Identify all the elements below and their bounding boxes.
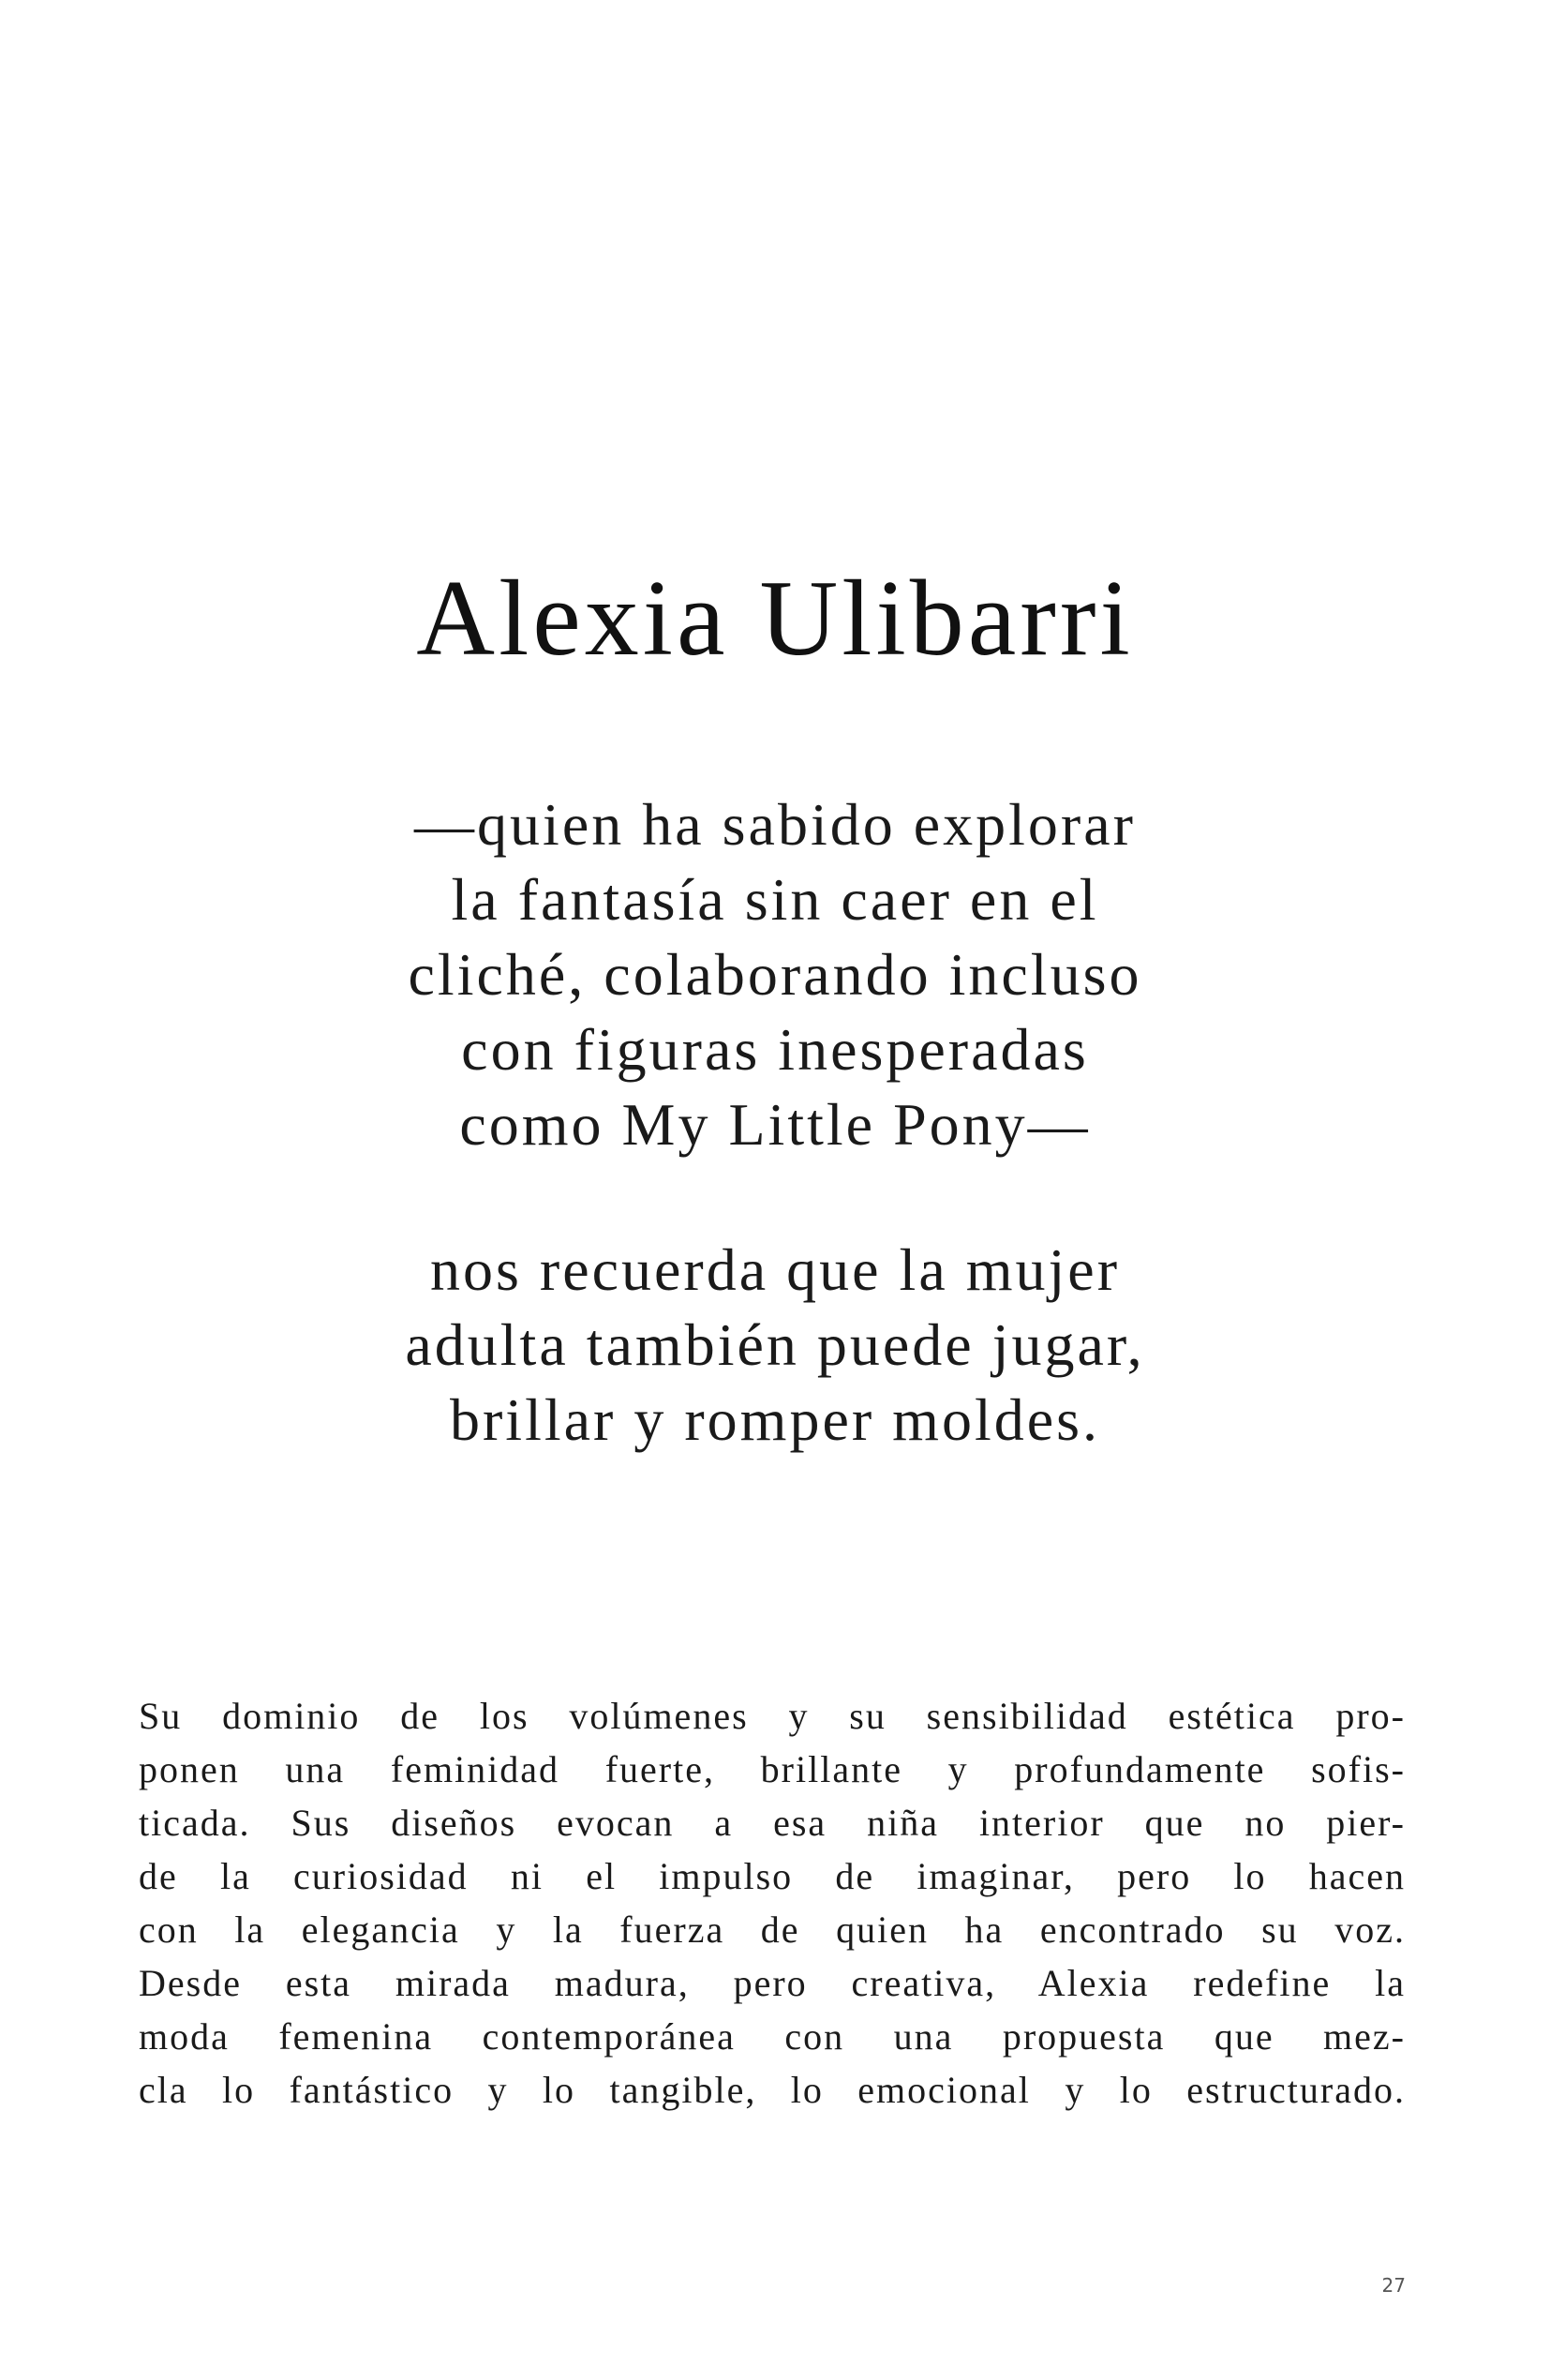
body-line: Desde esta mirada madura, pero creativa, Alexia redefine la — [139, 1962, 1406, 2004]
body-line: moda femenina contemporánea con una propuesta que mez- — [139, 2015, 1406, 2058]
body-line: de la curiosidad ni el impulso de imaginar, pero lo hacen — [139, 1855, 1406, 1897]
quote-line: nos recuerda que la mujer — [429, 1236, 1121, 1303]
body-line: ticada. Sus diseños evocan a esa niña interior que no pier- — [139, 1802, 1406, 1844]
quote-line: como My Little Pony— — [459, 1091, 1091, 1158]
pull-quote-first — [0, 787, 1550, 1162]
quote-line: adulta también puede jugar, — [405, 1311, 1145, 1378]
pull-quote-second — [0, 1233, 1550, 1458]
page-number: 27 — [1381, 2274, 1406, 2297]
body-line: Su dominio de los volúmenes y su sensibilidad estética pro- — [139, 1695, 1406, 1737]
quote-line: con figuras inesperadas — [461, 1016, 1089, 1083]
quote-line: cliché, colaborando incluso — [408, 941, 1142, 1008]
body-line: ponen una feminidad fuerte, brillante y profundamente sofis- — [139, 1748, 1406, 1790]
page-title: Alexia Ulibarri — [416, 559, 1134, 679]
body-line: con la elegancia y la fuerza de quien ha encontrado su voz. — [139, 1908, 1406, 1951]
quote-line: la fantasía sin caer en el — [451, 866, 1099, 933]
body-paragraph — [139, 1689, 1406, 2117]
body-line: cla lo fantástico y lo tangible, lo emocional y lo estructurado. — [139, 2069, 1406, 2111]
quote-line: brillar y romper moldes. — [449, 1386, 1101, 1453]
quote-line: —quien ha sabido explorar — [414, 791, 1136, 858]
